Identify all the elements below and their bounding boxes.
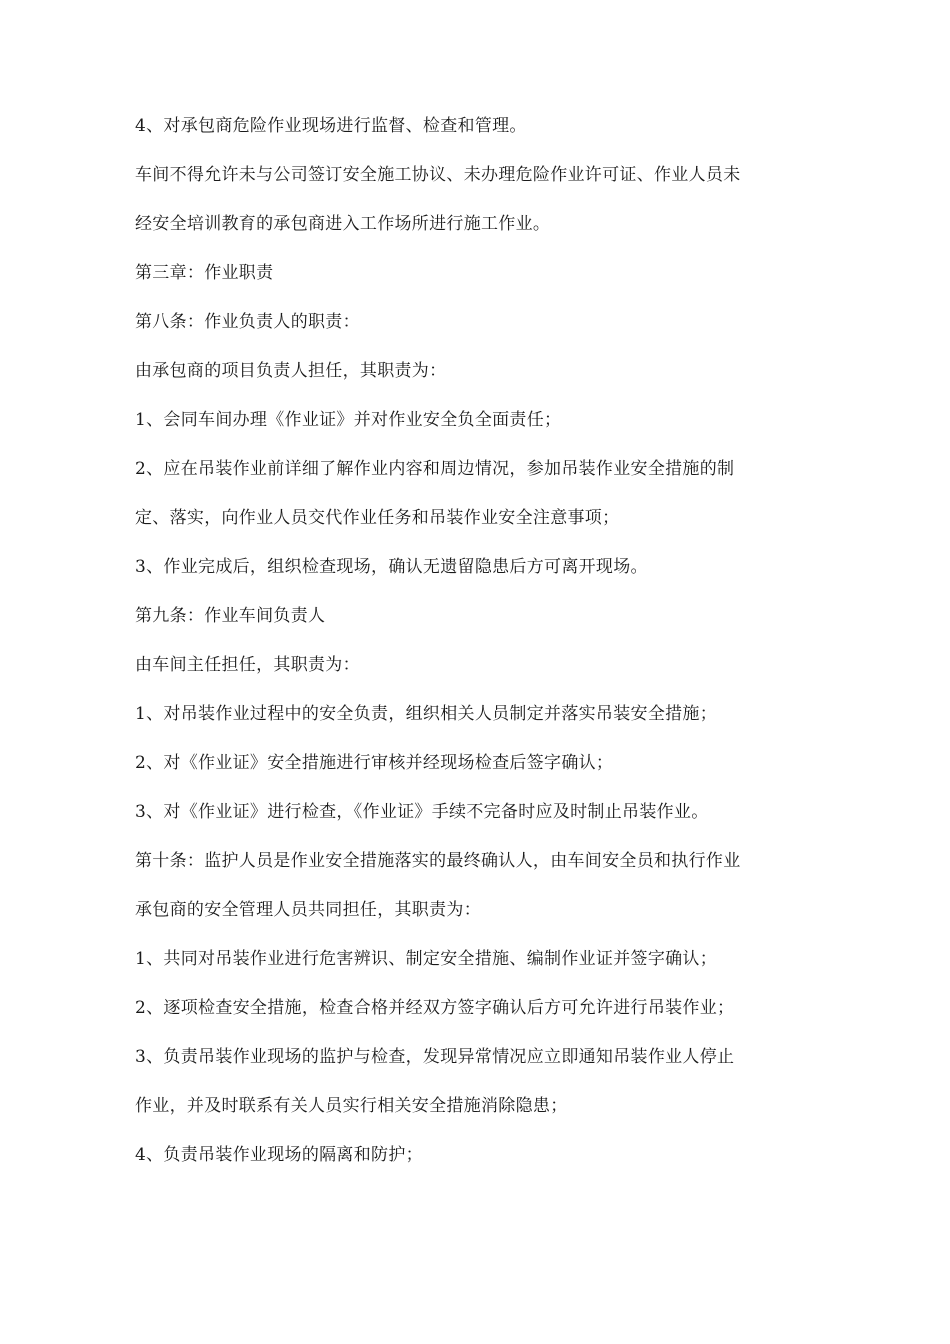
text-line-workshop-prohibition-1: 车间不得允许未与公司签订安全施工协议、未办理危险作业许可证、作业人员未 — [135, 165, 741, 185]
text-line-article-8-intro: 由承包商的项目负责人担任，其职责为： — [135, 361, 447, 381]
text-line-article-10-item-4: 4、负责吊装作业现场的隔离和防护； — [135, 1145, 423, 1165]
text-line-article-10-item-3b: 作业，并及时联系有关人员实行相关安全措施消除隐患； — [135, 1096, 568, 1116]
article-10-heading-a: 第十条：监护人员是作业安全措施落实的最终确认人，由车间安全员和执行作业 — [135, 851, 741, 871]
article-8-heading: 第八条：作业负责人的职责： — [135, 312, 360, 332]
text-line-article-10-item-1: 1、共同对吊装作业进行危害辨识、制定安全措施、编制作业证并签字确认； — [135, 949, 718, 969]
article-9-heading: 第九条：作业车间负责人 — [135, 606, 326, 626]
text-line-article-10-item-2: 2、逐项检查安全措施，检查合格并经双方签字确认后方可允许进行吊装作业； — [135, 998, 735, 1018]
text-line-article-9-intro: 由车间主任担任，其职责为： — [135, 655, 360, 675]
text-line-article-9-item-2: 2、对《作业证》安全措施进行审核并经现场检查后签字确认； — [135, 753, 614, 773]
text-line-article-8-item-3: 3、作业完成后，组织检查现场，确认无遗留隐患后方可离开现场。 — [135, 557, 648, 577]
text-line-workshop-prohibition-2: 经安全培训教育的承包商进入工作场所进行施工作业。 — [135, 214, 551, 234]
text-line-article-8-item-2b: 定、落实，向作业人员交代作业任务和吊装作业安全注意事项； — [135, 508, 620, 528]
text-line-article-9-item-3: 3、对《作业证》进行检查，《作业证》手续不完备时应及时制止吊装作业。 — [135, 802, 709, 822]
chapter-heading: 第三章：作业职责 — [135, 263, 274, 283]
text-line-article-10-item-3a: 3、负责吊装作业现场的监护与检查，发现异常情况应立即通知吊装作业人停止 — [135, 1047, 735, 1067]
text-line-article-9-item-1: 1、对吊装作业过程中的安全负责，组织相关人员制定并落实吊装安全措施； — [135, 704, 718, 724]
text-line-article-8-item-2a: 2、应在吊装作业前详细了解作业内容和周边情况，参加吊装作业安全措施的制 — [135, 459, 735, 479]
text-line-item-4-supervision: 4、对承包商危险作业现场进行监督、检查和管理。 — [135, 116, 527, 136]
document-body — [135, 110, 785, 1188]
article-10-heading-b: 承包商的安全管理人员共同担任，其职责为： — [135, 900, 481, 920]
text-line-article-8-item-1: 1、会同车间办理《作业证》并对作业安全负全面责任； — [135, 410, 562, 430]
